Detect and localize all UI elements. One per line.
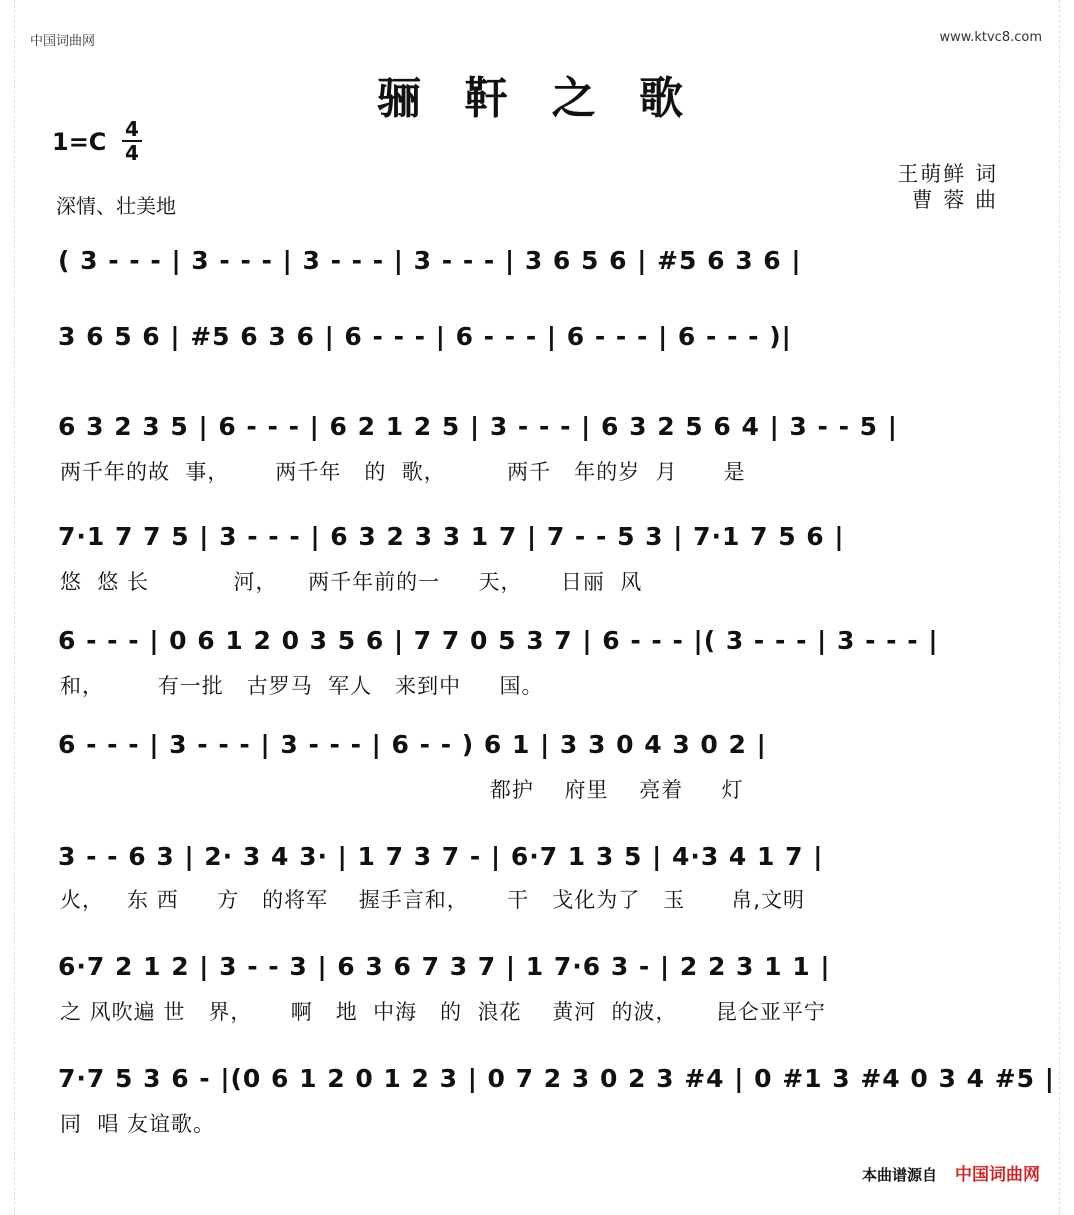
meter-top: 4 [125, 117, 139, 141]
notation-line: 6 - - - | 3 - - - | 3 - - - | 6 - - ) 6 1 | 3 3 0 4 3 0 2 | [58, 730, 767, 759]
key-signature: 1=C [52, 128, 107, 156]
lyrics-line: 两千年的故 事， 两千年 的 歌， 两千 年的岁 月 是 [60, 460, 746, 484]
right-watermark-strip [1059, 0, 1074, 1215]
meter-bottom: 4 [125, 141, 139, 165]
notation-line: 7·1 7 7 5 | 3 - - - | 6 3 2 3 3 1 7 | 7 - - 5 3 | 7·1 7 5 6 | [58, 522, 845, 551]
notation-line: ( 3 - - - | 3 - - - | 3 - - - | 3 - - - | 3 6 5 6 | #5 6 3 6 | [58, 246, 802, 275]
left-watermark-strip [0, 0, 15, 1215]
notation-line: 7·7 5 3 6 - |(0 6 1 2 0 1 2 3 | 0 7 2 3 0 2 3 #4 | 0 #1 3 #4 0 3 4 #5 | [58, 1064, 1055, 1093]
notation-line: 6·7 2 1 2 | 3 - - 3 | 6 3 6 7 3 7 | 1 7·6 3 - | 2 2 3 1 1 | [58, 952, 831, 981]
source-label: 本曲谱源自 [861, 1166, 937, 1184]
source-footer [862, 1160, 1040, 1185]
lyrics-line: 火， 东 西 方 的将军 握手言和， 干 戈化为了 玉 帛,文明 [60, 888, 805, 912]
site-url-header: www.ktvc8.com [939, 30, 1042, 45]
lyrics-line: 之 风吹遍 世 界， 啊 地 中海 的 浪花 黄河 的波， 昆仑亚平宁 [60, 1000, 826, 1024]
lyrics-line: 同 唱 友谊歌。 [60, 1112, 216, 1136]
lyrics-line: 和， 有一批 古罗马 军人 来到中 国。 [60, 674, 544, 698]
time-signature [122, 118, 142, 164]
source-brand-link[interactable]: 中国词曲网 [955, 1165, 1040, 1185]
notation-line: 3 6 5 6 | #5 6 3 6 | 6 - - - | 6 - - - | 6 - - - | 6 - - - )| [58, 322, 792, 351]
tempo-marking: 深情、壮美地 [56, 194, 176, 218]
notation-line: 6 - - - | 0 6 1 2 0 3 5 6 | 7 7 0 5 3 7 | 6 - - - |( 3 - - - | 3 - - - | [58, 626, 939, 655]
lyricist-credit: 王萌鲜 词 [897, 162, 998, 186]
lyrics-line: 悠 悠 长 河， 两千年前的一 天， 日丽 风 [60, 570, 643, 594]
lyrics-line: 都护 府里 亮着 灯 [60, 778, 744, 802]
song-title: 骊 靬 之 歌 [377, 73, 697, 124]
site-name-header: 中国词曲网 [30, 34, 96, 49]
notation-line: 6 3 2 3 5 | 6 - - - | 6 2 1 2 5 | 3 - - - | 6 3 2 5 6 4 | 3 - - 5 | [58, 412, 898, 441]
composer-credit: 曹 蓉 曲 [911, 188, 998, 212]
notation-line: 3 - - 6 3 | 2· 3 4 3· | 1 7 3 7 - | 6·7 1 3 5 | 4·3 4 1 7 | [58, 842, 824, 871]
